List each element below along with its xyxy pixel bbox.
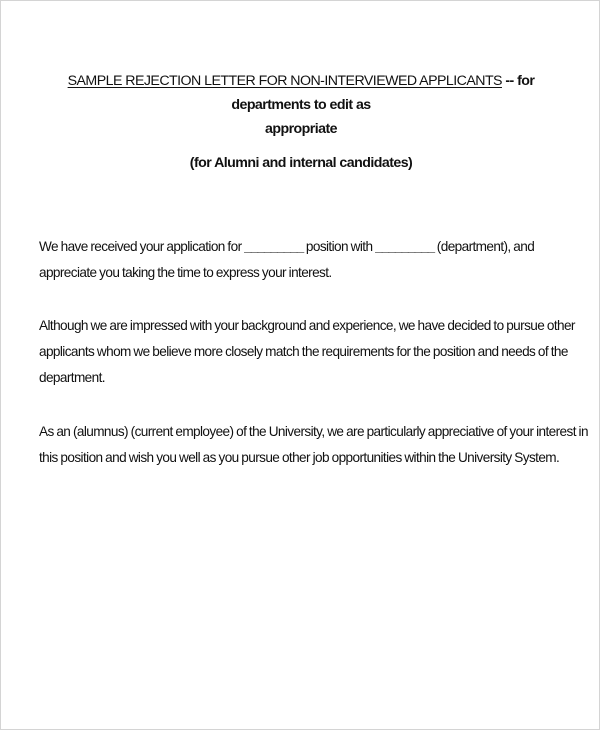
paragraph-line: As an (alumnus) (current employee) of the University, we are particularly appreciative of your interest in — [39, 424, 588, 439]
line-text: We have received your application for — [39, 239, 245, 254]
letter-title — [31, 69, 571, 141]
paragraph-line: this position and wish you well as you pursue other job opportunities within the University System. — [39, 450, 560, 465]
line-text: (department), and — [434, 239, 535, 254]
letter-subtitle: (for Alumni and internal candidates) — [189, 155, 413, 171]
position-blank: _________ — [244, 239, 304, 254]
paragraph-line: department. — [39, 370, 105, 385]
paragraph-line: appreciate you taking the time to express your interest. — [39, 265, 332, 280]
title-bold-line2: appropriate — [265, 121, 337, 137]
paragraph-line — [39, 234, 579, 260]
title-underlined-text: SAMPLE REJECTION LETTER FOR NON-INTERVIEWED APPLICANTS — [67, 73, 502, 89]
line-text: position with — [303, 239, 376, 254]
title-bold-suffix: -- for departments to edit as — [231, 73, 535, 113]
paragraph-decision — [39, 313, 579, 391]
paragraph-line: Although we are impressed with your background and experience, we have decided to pursue other — [39, 318, 575, 333]
paragraph-closing — [39, 419, 588, 471]
paragraph-line: applicants whom we believe more closely match the requirements for the position and needs of the — [39, 344, 568, 359]
paragraph-acknowledgement — [39, 234, 579, 286]
department-blank: _________ — [375, 239, 435, 254]
